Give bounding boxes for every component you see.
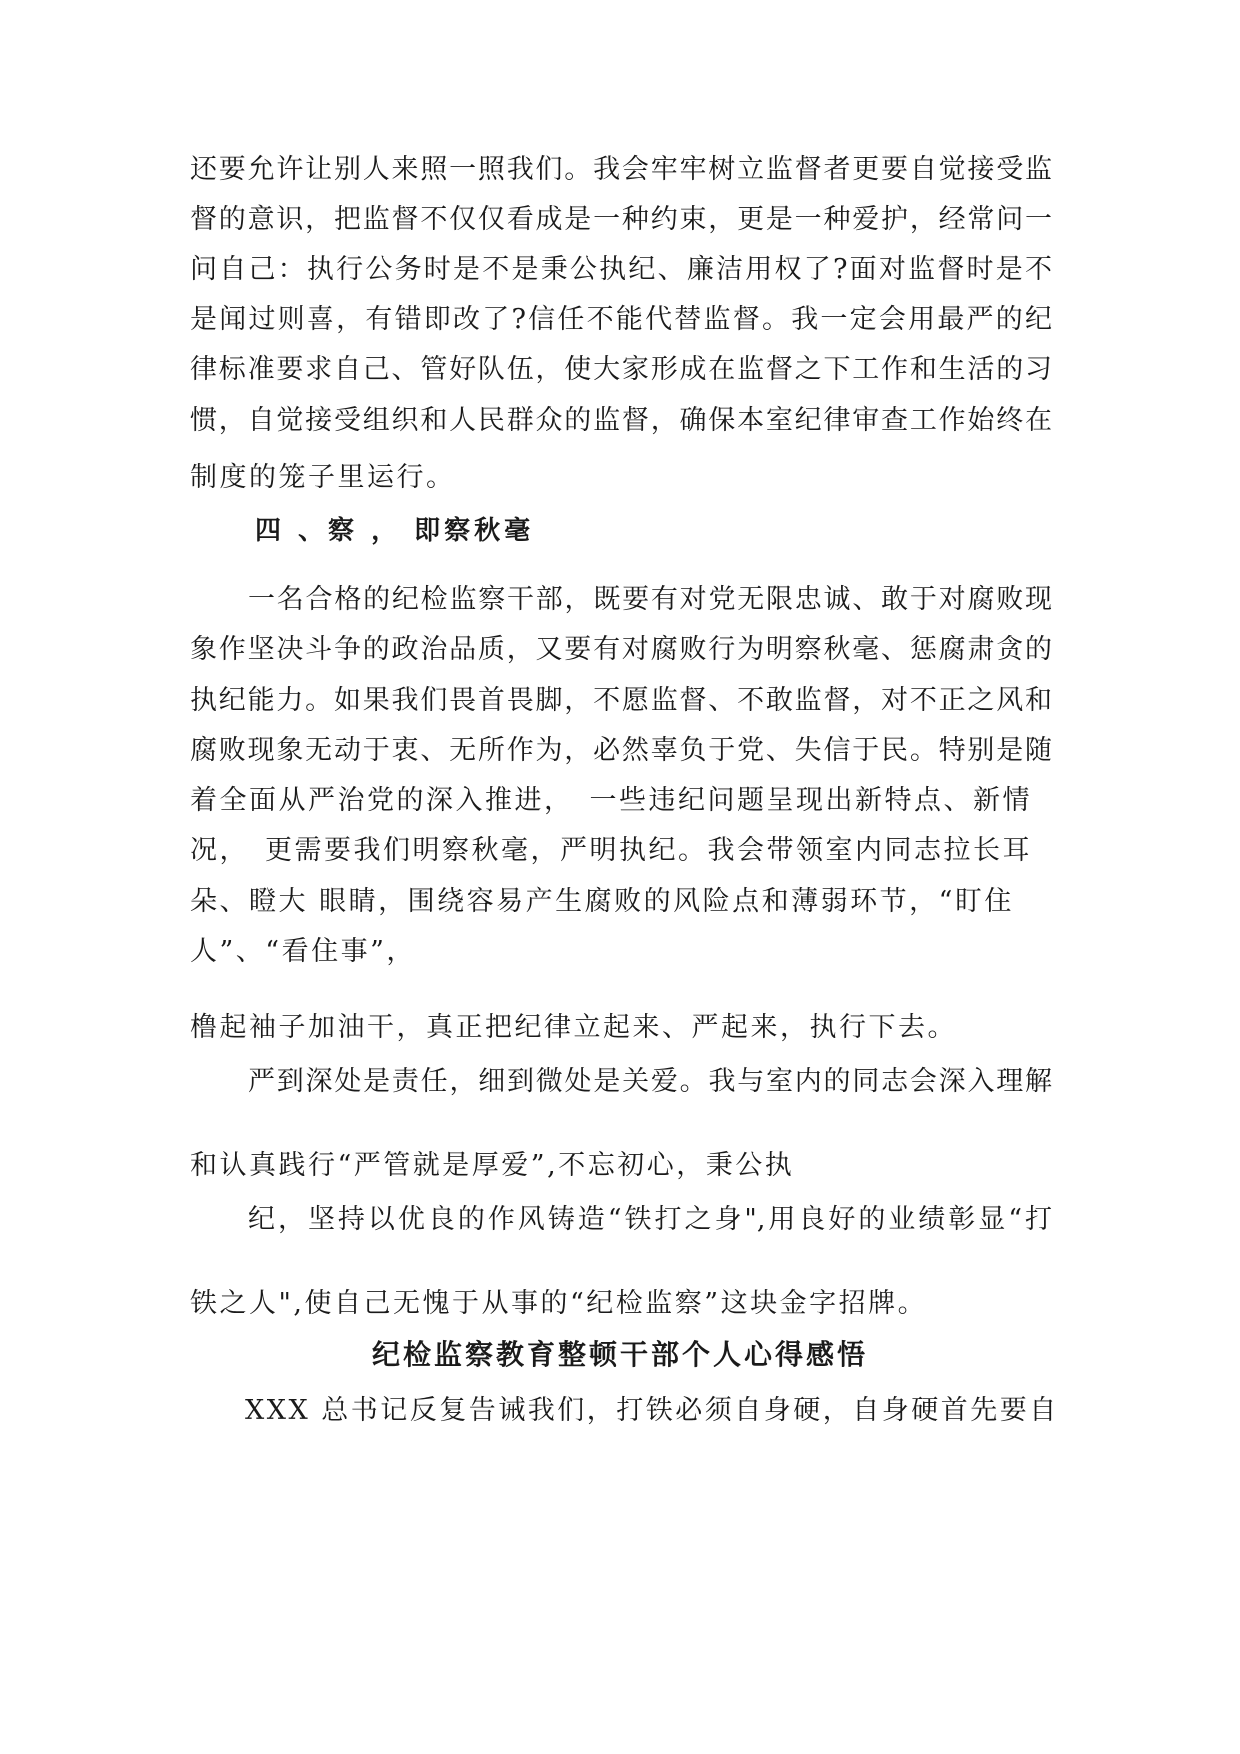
paragraph-line: 督的意识，把监督不仅仅看成是一种约束，更是一种爱护，经常问一 — [190, 204, 1052, 235]
paragraph-line: 况， 更需要我们明察秋毫，严明执纪。我会带领室内同志拉长耳 — [190, 835, 1032, 866]
paragraph-line: 严到深处是责任，细到微处是关爱。我与室内的同志会深入理解 — [248, 1066, 1052, 1097]
paragraph-line: 还要允许让别人来照一照我们。我会牢牢树立监督者更要自觉接受监 — [190, 154, 1052, 185]
paragraph-line: 着全面从严治党的深入推进， 一些违纪问题呈现出新特点、新情 — [190, 785, 1032, 816]
paragraph-line: 执纪能力。如果我们畏首畏脚，不愿监督、不敢监督，对不正之风和 — [190, 685, 1052, 716]
paragraph-line: 制度的笼子里运行。 — [190, 462, 456, 493]
paragraph-line: 朵、瞪大 眼睛，围绕容易产生腐败的风险点和薄弱环节，“盯住 — [190, 886, 1014, 917]
paragraph-line: 惯，自觉接受组织和人民群众的监督，确保本室纪律审查工作始终在 — [190, 405, 1052, 436]
paragraph-line: 和认真践行“严管就是厚爱”,不忘初心，秉公执 — [190, 1150, 795, 1181]
paragraph-line: 是闻过则喜，有错即改了?信任不能代替监督。我一定会用最严的纪 — [190, 304, 1052, 335]
paragraph-line: 纪，坚持以优良的作风铸造“铁打之身",用良好的业绩彰显“打 — [248, 1204, 1052, 1235]
paragraph-line: XXX 总书记反复告诫我们，打铁必须自身硬，自身硬首先要自 — [245, 1395, 1059, 1426]
section-heading: 四 、察 ， 即察秋毫 — [255, 516, 535, 546]
paragraph-line: 腐败现象无动于衷、无所作为，必然辜负于党、失信于民。特别是随 — [190, 735, 1052, 766]
article-title: 纪检监察教育整顿干部个人心得感悟 — [371, 1338, 868, 1371]
paragraph-line: 一名合格的纪检监察干部，既要有对党无限忠诚、敢于对腐败现 — [248, 584, 1052, 615]
paragraph-line: 律标准要求自己、管好队伍，使大家形成在监督之下工作和生活的习 — [190, 354, 1052, 385]
paragraph-line: 问自己：执行公务时是不是秉公执纪、廉洁用权了?面对监督时是不 — [190, 254, 1052, 285]
paragraph-line: 橹起袖子加油干，真正把纪律立起来、严起来，执行下去。 — [190, 1012, 957, 1043]
paragraph-line: 象作坚决斗争的政治品质，又要有对腐败行为明察秋毫、惩腐肃贪的 — [190, 634, 1052, 665]
paragraph-line: 铁之人",使自己无愧于从事的“纪检监察”这块金字招牌。 — [190, 1288, 928, 1319]
paragraph-line: 人”、“看住事”， — [190, 936, 416, 967]
